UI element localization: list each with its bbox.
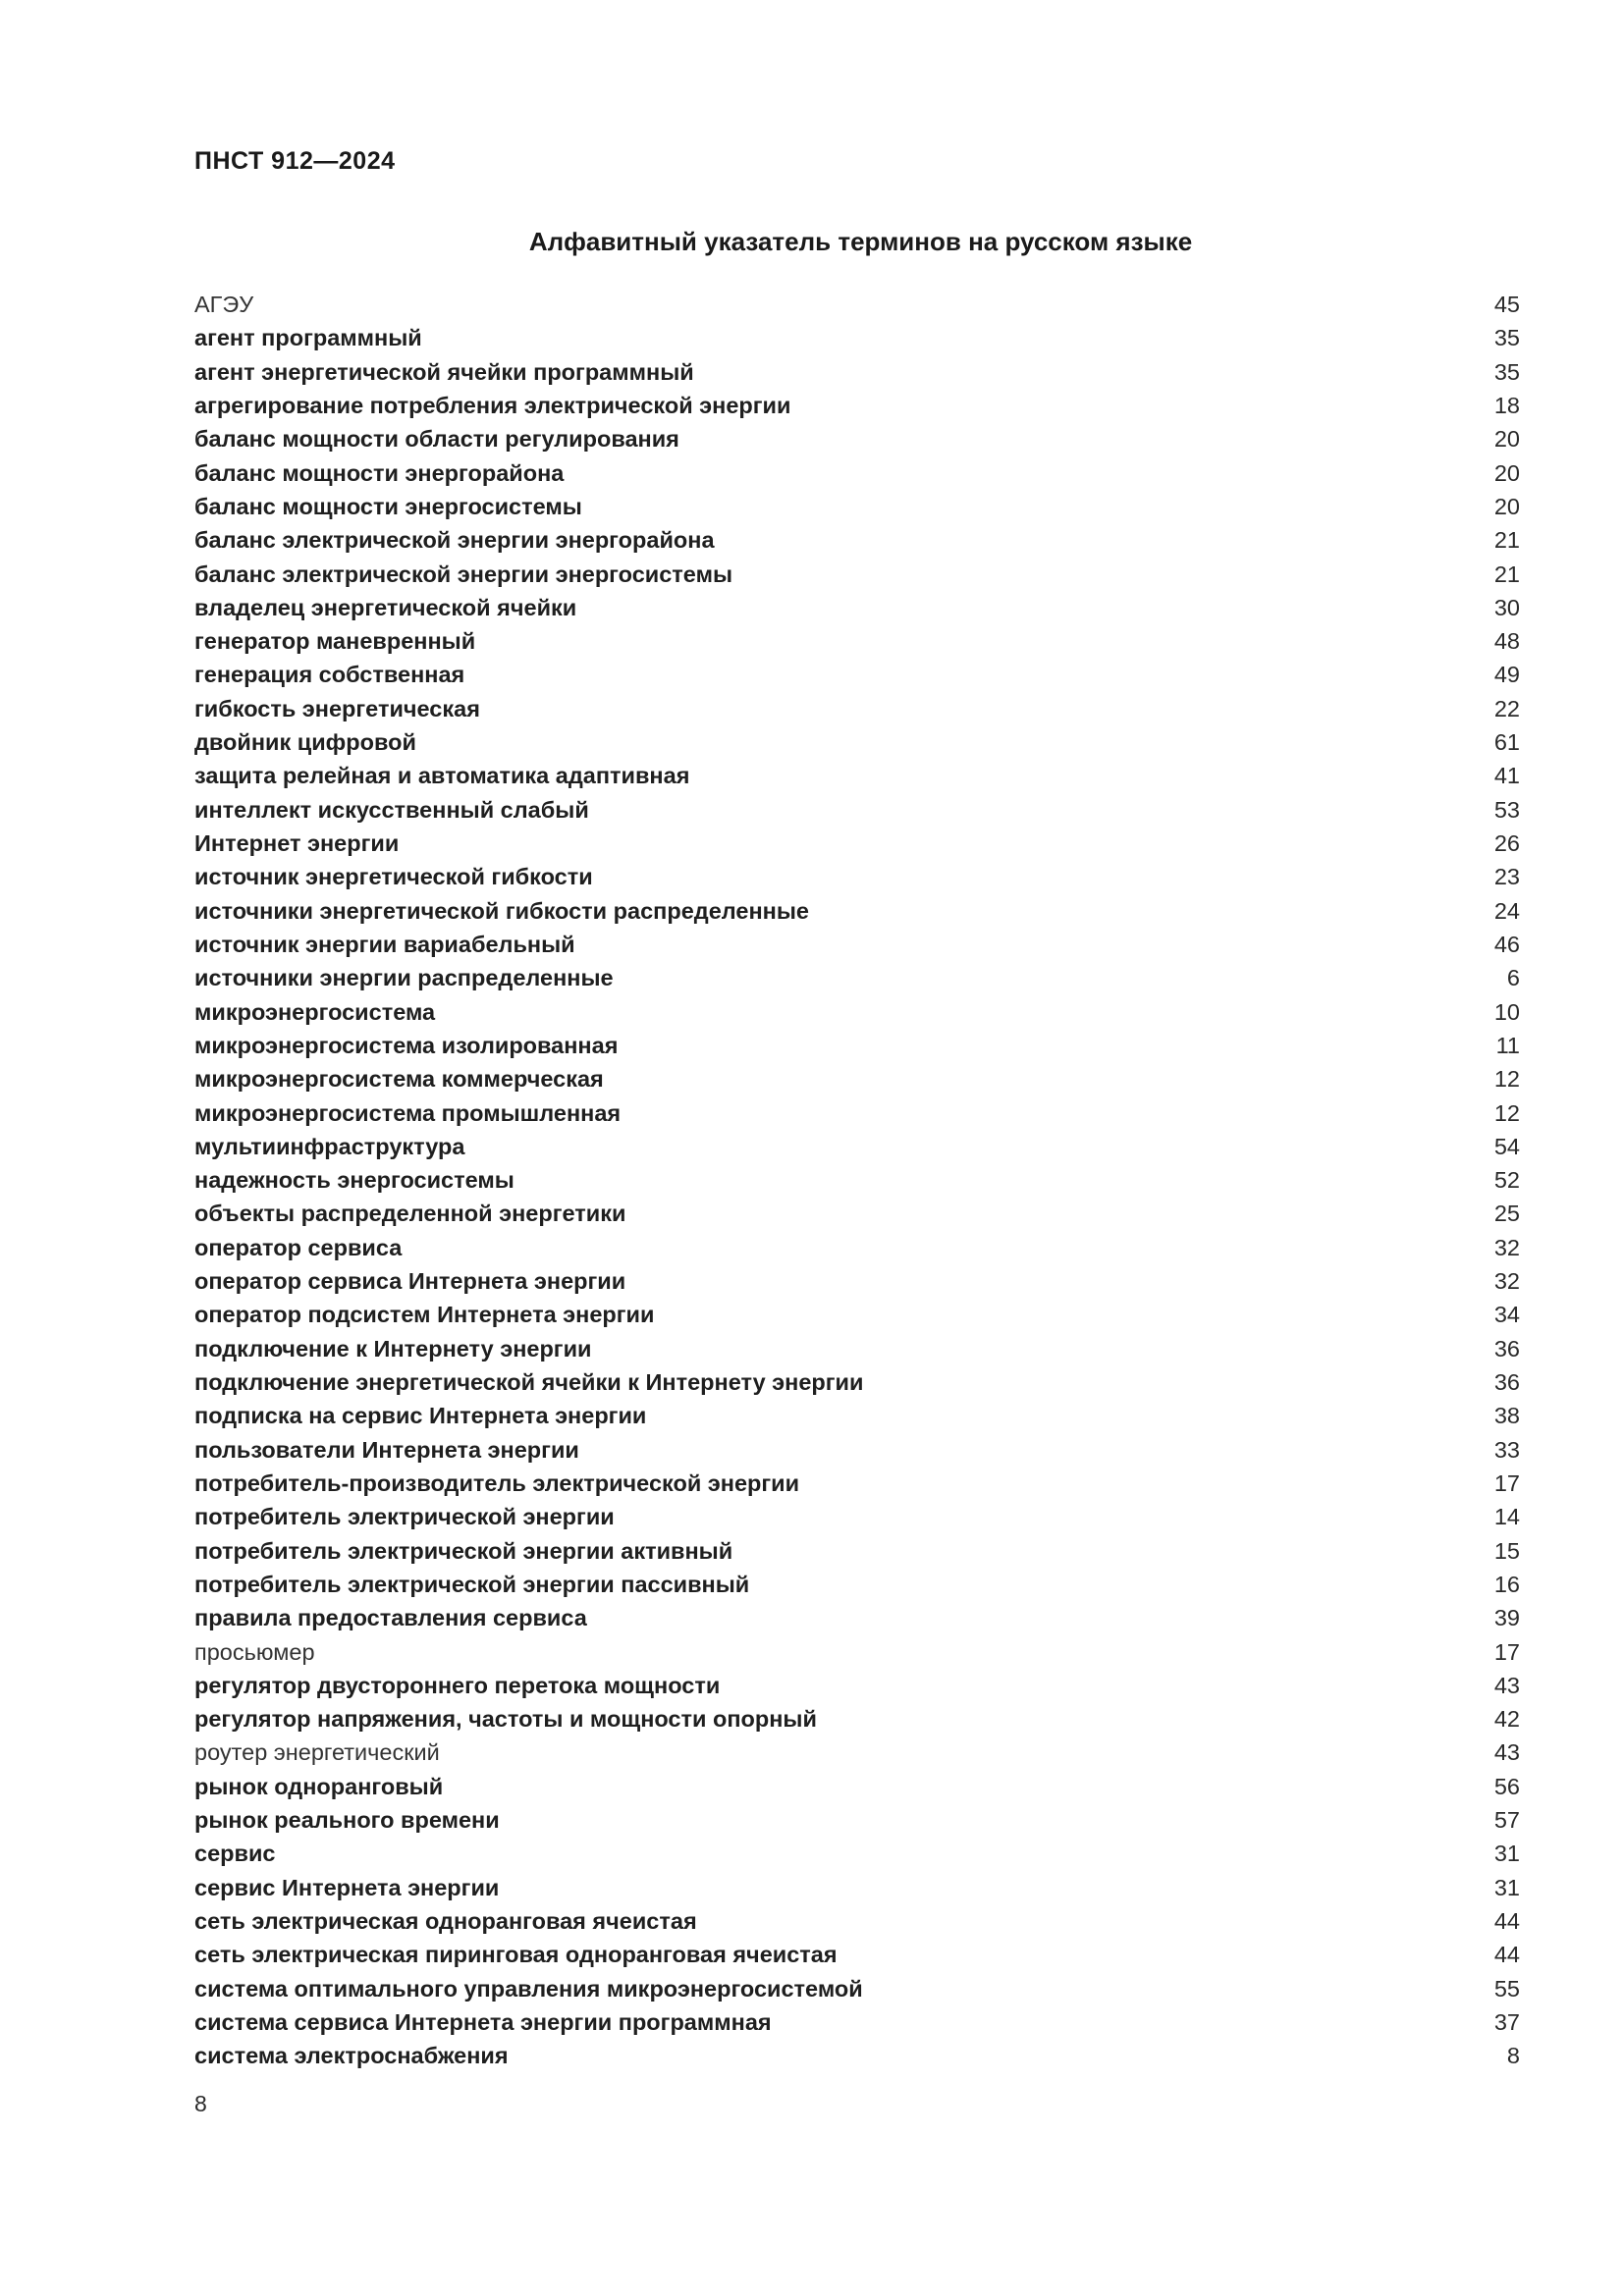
index-page-ref: 44 [1493, 1908, 1520, 1934]
index-page-ref: 24 [1493, 897, 1520, 924]
index-entry [194, 1702, 1520, 1735]
index-page-ref: 35 [1493, 325, 1520, 351]
index-entry [194, 793, 1520, 827]
index-entry [194, 1735, 1520, 1769]
index-page-ref: 30 [1493, 594, 1520, 620]
index-page-ref: 48 [1493, 628, 1520, 655]
index-entry [194, 725, 1520, 759]
index-term: микроэнергосистема [194, 998, 436, 1025]
index-entry [194, 456, 1520, 490]
index-entry [194, 1837, 1520, 1870]
index-term: оператор сервиса [194, 1234, 403, 1260]
index-entry [194, 1163, 1520, 1197]
index-entry [194, 389, 1520, 422]
index-term: баланс электрической энергии энергосистемы [194, 561, 733, 587]
index-page-ref: 34 [1493, 1302, 1520, 1328]
index-page-ref: 12 [1493, 1066, 1520, 1093]
index-entry [194, 490, 1520, 523]
index-entry [194, 1231, 1520, 1264]
index-entry [194, 1904, 1520, 1938]
index-page-ref: 18 [1493, 392, 1520, 418]
index-page-ref: 38 [1493, 1403, 1520, 1429]
index-entry [194, 2039, 1520, 2072]
index-page-ref: 14 [1493, 1504, 1520, 1530]
index-term: баланс мощности области регулирования [194, 426, 679, 453]
index-entry [194, 355, 1520, 389]
index-page-ref: 45 [1493, 292, 1520, 317]
index-term: пользователи Интернета энергии [194, 1436, 579, 1463]
index-entry [194, 928, 1520, 961]
index-term: оператор подсистем Интернета энергии [194, 1302, 655, 1328]
index-page-ref: 20 [1493, 459, 1520, 486]
index-term: сеть электрическая одноранговая ячеистая [194, 1908, 697, 1934]
index-entry [194, 1096, 1520, 1130]
index-term: агент энергетической ячейки программный [194, 358, 694, 385]
index-entry [194, 591, 1520, 624]
index-term: надежность энергосистемы [194, 1167, 514, 1194]
index-entry [194, 2005, 1520, 2039]
index-entry [194, 1601, 1520, 1634]
index-term: рынок реального времени [194, 1807, 500, 1834]
index-page-ref: 32 [1493, 1268, 1520, 1295]
index-page-ref: 53 [1493, 796, 1520, 823]
index-entry [194, 1062, 1520, 1095]
index-page-ref: 35 [1493, 358, 1520, 385]
index-page-ref: 12 [1493, 1099, 1520, 1126]
index-term: защита релейная и автоматика адаптивная [194, 763, 690, 789]
index-entry [194, 422, 1520, 455]
index-page-ref: 42 [1493, 1706, 1520, 1733]
index-entry [194, 1500, 1520, 1533]
index-page-ref: 21 [1493, 527, 1520, 554]
index-term: двойник цифровой [194, 729, 416, 756]
index-entry [194, 1433, 1520, 1467]
index-term: источник энергии вариабельный [194, 931, 575, 957]
index-page-ref: 11 [1495, 1032, 1520, 1058]
index-entry [194, 692, 1520, 725]
index-page-ref: 36 [1493, 1335, 1520, 1362]
index-page-ref: 16 [1493, 1571, 1520, 1597]
index-term: источник энергетической гибкости [194, 864, 593, 890]
index-entry [194, 1332, 1520, 1365]
index-entry [194, 1568, 1520, 1601]
index-term: источники энергии распределенные [194, 965, 614, 991]
index-page-ref: 23 [1493, 864, 1520, 890]
index-entry [194, 1770, 1520, 1803]
index-entry [194, 288, 1520, 321]
index-page-ref: 21 [1493, 561, 1520, 587]
index-entry [194, 624, 1520, 658]
index-term: система сервиса Интернета энергии программная [194, 2008, 772, 2035]
index-entry [194, 1365, 1520, 1399]
index-entry [194, 1298, 1520, 1331]
index-page-ref: 20 [1493, 493, 1520, 519]
index-page-ref: 8 [1506, 2043, 1520, 2069]
index-entry [194, 1669, 1520, 1702]
index-term: правила предоставления сервиса [194, 1605, 587, 1631]
index-page-ref: 52 [1493, 1167, 1520, 1194]
index-page-ref: 17 [1493, 1469, 1520, 1496]
index-term: агрегирование потребления электрической энергии [194, 392, 791, 418]
index-term: владелец энергетической ячейки [194, 594, 577, 620]
index-term: гибкость энергетическая [194, 695, 480, 721]
index-page-ref: 61 [1493, 729, 1520, 756]
index-entry [194, 1635, 1520, 1669]
index-page-ref: 31 [1493, 1841, 1520, 1867]
index-entry [194, 827, 1520, 860]
index-entry [194, 860, 1520, 893]
index-entry [194, 1972, 1520, 2005]
index-entry [194, 1029, 1520, 1062]
index-term: система оптимального управления микроэнергосистемой [194, 1975, 863, 2002]
index-term: агент программный [194, 325, 422, 351]
index-term: объекты распределенной энергетики [194, 1201, 626, 1227]
index-entry [194, 321, 1520, 354]
index-term: подключение энергетической ячейки к Интернету энергии [194, 1369, 864, 1395]
index-term: микроэнергосистема промышленная [194, 1099, 622, 1126]
index-page-ref: 33 [1493, 1436, 1520, 1463]
index-entry [194, 1803, 1520, 1837]
index-page-ref: 41 [1493, 763, 1520, 789]
index-term: потребитель электрической энергии активный [194, 1537, 733, 1564]
index-term: микроэнергосистема изолированная [194, 1032, 619, 1058]
index-page-ref: 20 [1493, 426, 1520, 453]
index-term: сервис [194, 1841, 276, 1867]
index-page-ref: 10 [1493, 998, 1520, 1025]
index-page-ref: 37 [1493, 2008, 1520, 2035]
index-term: система электроснабжения [194, 2043, 509, 2069]
index-entry [194, 995, 1520, 1029]
index-entry [194, 1467, 1520, 1500]
index-entry [194, 558, 1520, 591]
index-term: оператор сервиса Интернета энергии [194, 1268, 626, 1295]
index-page-ref: 46 [1493, 931, 1520, 957]
index-page-ref: 15 [1493, 1537, 1520, 1564]
index-page-ref: 43 [1493, 1739, 1520, 1766]
index-entry [194, 759, 1520, 792]
index-title: Алфавитный указатель терминов на русском языке [528, 227, 1193, 256]
index-page-ref: 44 [1493, 1942, 1520, 1968]
index-entry [194, 1938, 1520, 1971]
index-term: интеллект искусственный слабый [194, 796, 589, 823]
index-page-ref: 54 [1493, 1133, 1520, 1159]
index-term: регулятор двустороннего перетока мощности [194, 1672, 721, 1698]
index-page-ref: 6 [1506, 965, 1520, 991]
index-page-ref: 31 [1493, 1874, 1520, 1900]
index-entry [194, 894, 1520, 928]
index-term: подписка на сервис Интернета энергии [194, 1403, 647, 1429]
index-page-ref: 49 [1493, 662, 1520, 688]
index-page-ref: 56 [1493, 1773, 1520, 1799]
index-page-ref: 17 [1493, 1638, 1520, 1665]
index-term: потребитель-производитель электрической энергии [194, 1469, 800, 1496]
index-page-ref: 43 [1493, 1672, 1520, 1698]
index-page-ref: 55 [1493, 1975, 1520, 2002]
index-entry [194, 1871, 1520, 1904]
page-number: 8 [194, 2091, 207, 2116]
index-term: источники энергетической гибкости распределенные [194, 897, 809, 924]
index-term: регулятор напряжения, частоты и мощности опорный [194, 1706, 817, 1733]
index-term: АГЭУ [194, 292, 254, 317]
index-entry [194, 1534, 1520, 1568]
index-term: подключение к Интернету энергии [194, 1335, 592, 1362]
index-page-ref: 57 [1493, 1807, 1520, 1834]
index-entry [194, 1197, 1520, 1230]
index-term: мультиинфраструктура [194, 1133, 465, 1159]
index-page-ref: 32 [1493, 1234, 1520, 1260]
index-page-ref: 25 [1493, 1201, 1520, 1227]
index-page-ref: 22 [1493, 695, 1520, 721]
index-term: генератор маневренный [194, 628, 476, 655]
index-page-ref: 26 [1493, 830, 1520, 856]
index-term: генерация собственная [194, 662, 465, 688]
index-term: рынок одноранговый [194, 1773, 444, 1799]
document-header: ПНСТ 912—2024 [194, 147, 396, 175]
index-term: роутер энергетический [194, 1739, 440, 1766]
index-term: микроэнергосистема коммерческая [194, 1066, 604, 1093]
index-term: баланс электрической энергии энергорайона [194, 527, 715, 554]
index-entry [194, 1130, 1520, 1163]
index-term: Интернет энергии [194, 830, 400, 856]
index-term: потребитель электрической энергии [194, 1504, 615, 1530]
index-term: сервис Интернета энергии [194, 1874, 500, 1900]
index-term: баланс мощности энергорайона [194, 459, 565, 486]
index-entry [194, 1399, 1520, 1432]
index-page-ref: 39 [1493, 1605, 1520, 1631]
index-entry [194, 658, 1520, 691]
index-term: просьюмер [194, 1638, 315, 1665]
index-term: баланс мощности энергосистемы [194, 493, 582, 519]
index-term: потребитель электрической энергии пассивный [194, 1571, 750, 1597]
term-index-list [194, 288, 1520, 2073]
index-page-ref: 36 [1493, 1369, 1520, 1395]
index-entry [194, 1264, 1520, 1298]
index-term: сеть электрическая пиринговая одноранговая ячеистая [194, 1942, 838, 1968]
index-entry [194, 961, 1520, 994]
index-entry [194, 523, 1520, 557]
